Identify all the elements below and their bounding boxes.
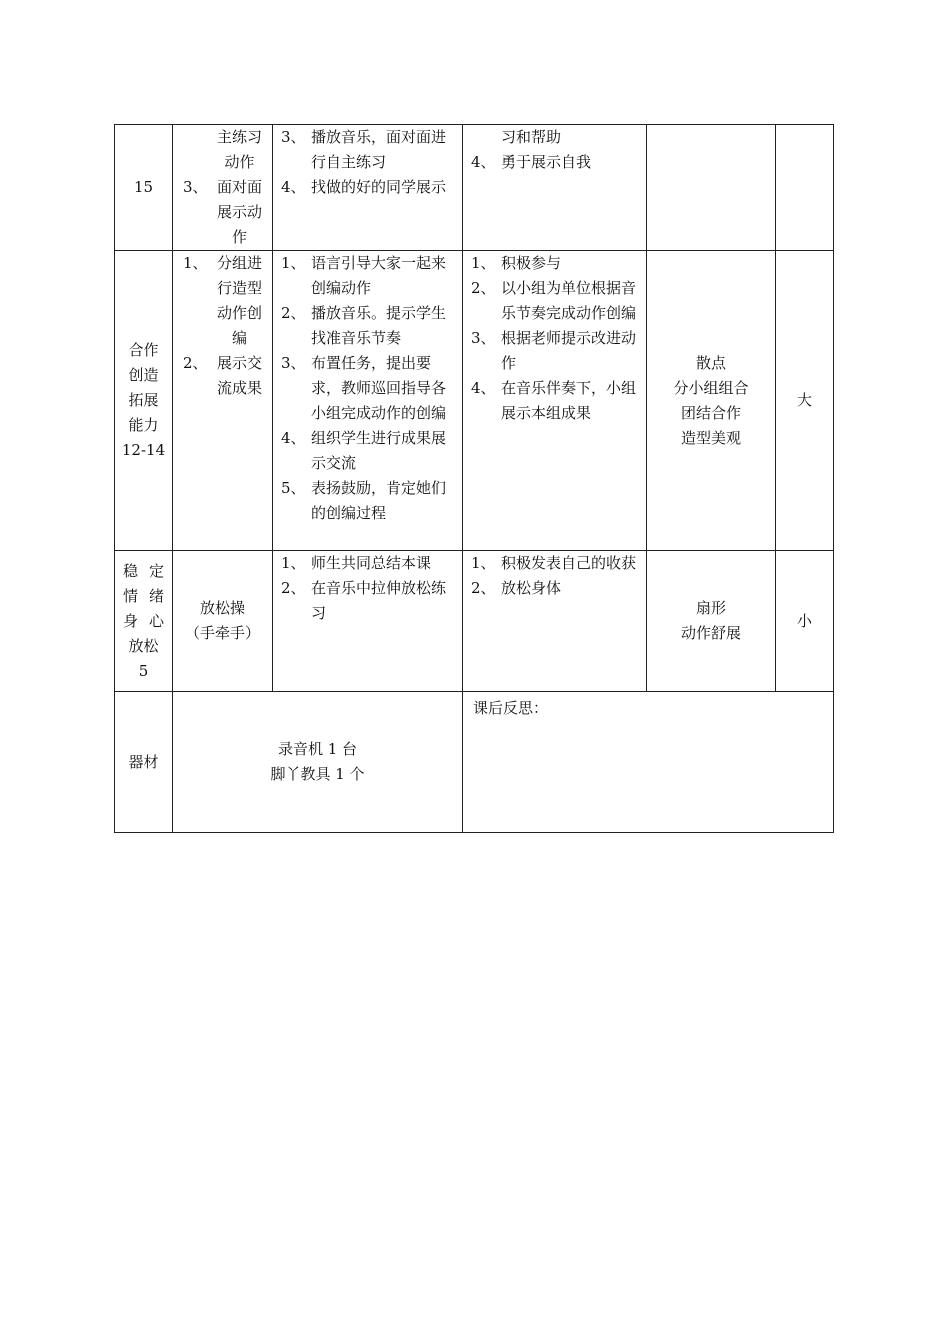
load-cell [776,551,834,692]
teacher-activity-cell [273,251,463,551]
list-item: 1、 分组进行造型动作创编 [183,254,262,347]
list-item: 1、 积极参与 [471,254,562,272]
table-row-cooperation [115,251,834,551]
stage-cell [115,125,173,251]
student-continuation: 习和帮助 [501,128,562,146]
list-item: 3、 根据老师提示改进动作 [471,329,637,372]
equipment-item: 录音机 1 台 [277,740,358,758]
load-value: 小 [796,611,812,630]
content-cell [173,251,273,551]
table-row-continued [115,125,834,251]
student-activity-cell [463,551,647,692]
student-activity-cell [463,251,647,551]
table-row-relax [115,551,834,692]
list-item: 2、 以小组为单位根据音乐节奏完成动作创编 [471,279,637,322]
equipment-item: 脚丫教具 1 个 [270,765,365,783]
stage-text: 15 [133,178,154,196]
list-item: 1、 师生共同总结本课 [281,554,432,572]
list-item: 4、 找做的好的同学展示 [281,178,447,196]
lesson-plan-table [114,124,834,833]
list-item: 2、 放松身体 [471,579,562,597]
organization-cell: 扇形 动作舒展 [647,551,776,692]
list-item: 4、 在音乐伴奏下，小组展示本组成果 [471,379,637,422]
reflection-label: 课后反思： [473,699,549,717]
list-item: 3、 播放音乐，面对面进行自主练习 [281,128,447,171]
load-cell [776,251,834,551]
list-item: 1、 积极发表自己的收获 [471,554,637,572]
load-cell [776,125,834,251]
equipment-label-cell [115,692,173,833]
equipment-label: 器材 [128,752,159,771]
list-item: 1、 语言引导大家一起来创编动作 [281,254,447,297]
organization-cell [647,125,776,251]
content-cell: 放松操 （手牵手） [173,551,273,692]
list-item: 3、 面对面展示动作 [183,178,262,246]
list-item: 3、 布置任务，提出要求，教师巡回指导各小组完成动作的创编 [281,354,447,422]
list-item: 2、 播放音乐。提示学生找准音乐节奏 [281,304,447,347]
list-item: 2、 在音乐中拉伸放松练习 [281,579,447,622]
stage-cell: 合作 创造 拓展 能力 12-14 [115,251,173,551]
teacher-activity-cell [273,551,463,692]
load-value: 大 [796,391,812,409]
reflection-cell [463,692,834,833]
table-row-equipment [115,692,834,833]
content-cell [173,125,273,251]
list-item: 4、 勇于展示自我 [471,153,592,171]
list-item: 4、 组织学生进行成果展示交流 [281,429,447,472]
equipment-cell [173,692,463,833]
list-item: 2、 展示交流成果 [183,354,262,397]
stage-cell: 稳 定 情 绪 身 心 放松 5 [115,551,173,692]
content-continuation: 主练习动作 [216,128,262,171]
teacher-activity-cell [273,125,463,251]
list-item: 5、 表扬鼓励，肯定她们的创编过程 [281,479,447,522]
organization-cell: 散点 分小组组合 团结合作 造型美观 [647,251,776,551]
student-activity-cell [463,125,647,251]
